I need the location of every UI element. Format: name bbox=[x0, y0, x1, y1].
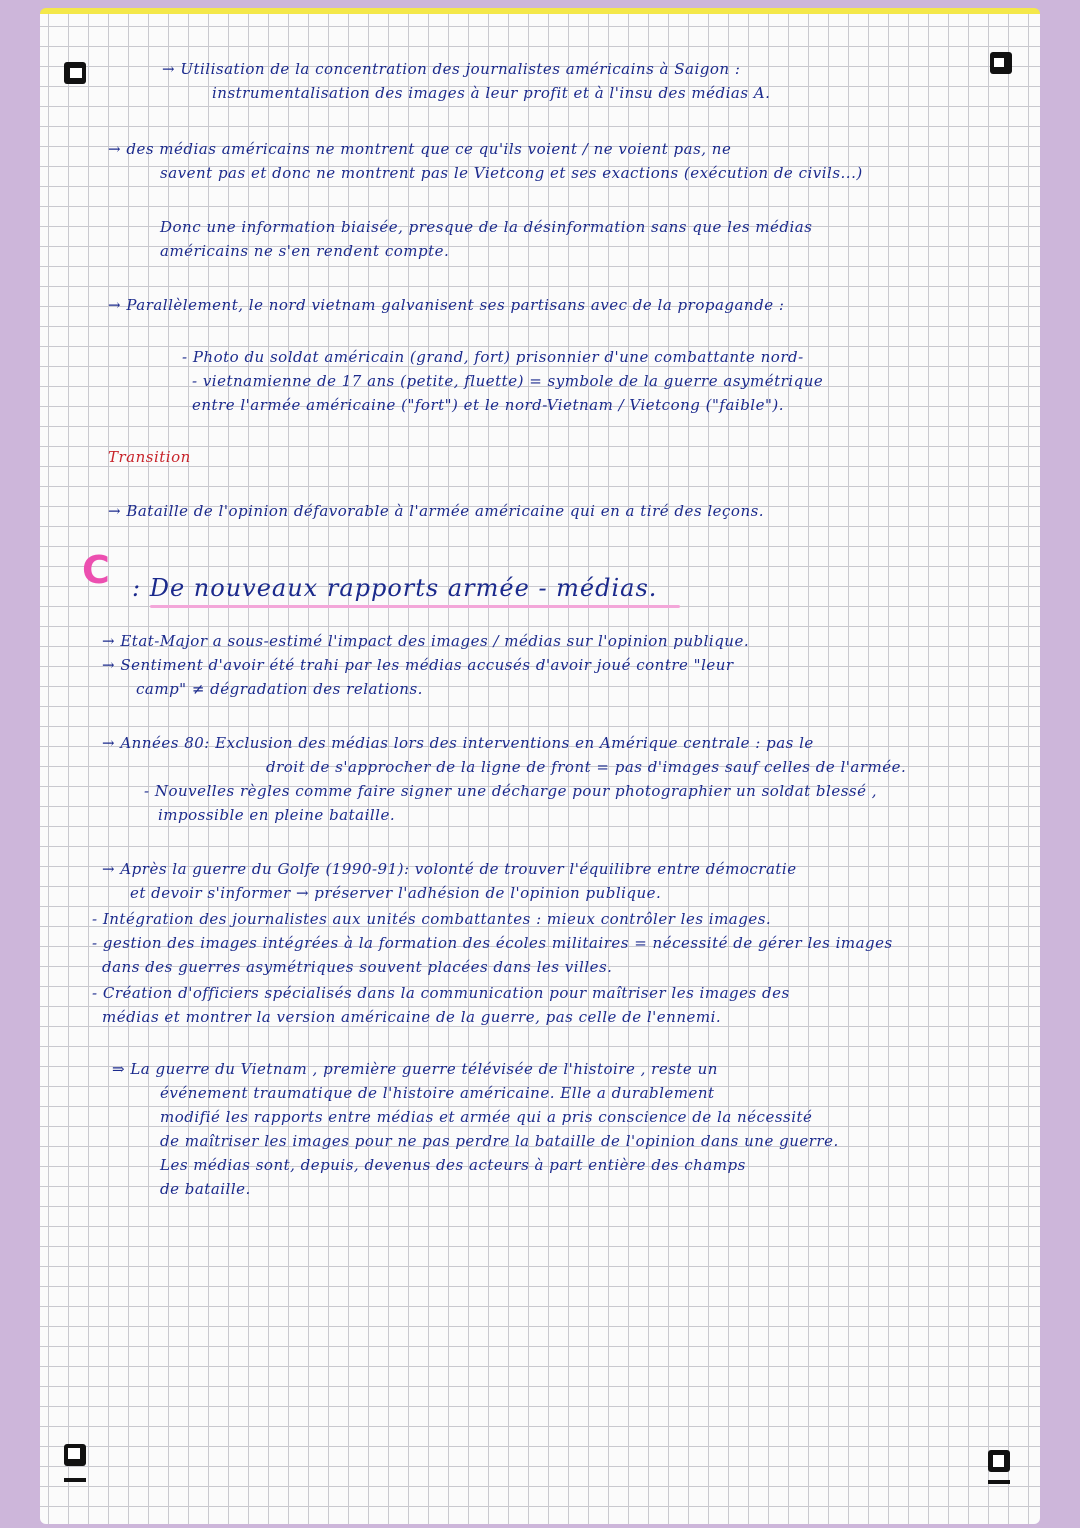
note-line: → Sentiment d'avoir été trahi par les médias accusés d'avoir joué contre "leur bbox=[102, 656, 734, 674]
note-line: → Etat-Major a sous-estimé l'impact des images / médias sur l'opinion publique. bbox=[102, 632, 750, 650]
note-line: - Nouvelles règles comme faire signer une décharge pour photographier un soldat blessé , bbox=[144, 782, 878, 800]
corner-marker-icon bbox=[988, 1450, 1010, 1472]
note-line: → Utilisation de la concentration des journalistes américains à Saigon : bbox=[162, 60, 741, 78]
corner-marker-icon bbox=[990, 52, 1012, 74]
corner-marker-icon bbox=[64, 1444, 86, 1466]
note-line: → Années 80: Exclusion des médias lors des interventions en Amérique centrale : pas le bbox=[102, 734, 814, 752]
conclusion-line: événement traumatique de l'histoire américaine. Elle a durablement bbox=[160, 1084, 715, 1102]
conclusion-line: de bataille. bbox=[160, 1180, 251, 1198]
note-line: entre l'armée américaine ("fort") et le nord-Vietnam / Vietcong ("faible"). bbox=[192, 396, 784, 414]
note-line: instrumentalisation des images à leur profit et à l'insu des médias A. bbox=[212, 84, 771, 102]
corner-dash-icon bbox=[988, 1480, 1010, 1484]
note-line: - Photo du soldat américain (grand, fort) prisonnier d'une combattante nord- bbox=[182, 348, 804, 366]
note-line: américains ne s'en rendent compte. bbox=[160, 242, 450, 260]
note-line: - gestion des images intégrées à la formation des écoles militaires = nécessité de gérer les images bbox=[92, 934, 893, 952]
section-letter: C bbox=[82, 548, 111, 592]
section-title: : De nouveaux rapports armée - médias. bbox=[132, 574, 658, 602]
conclusion-line: Les médias sont, depuis, devenus des acteurs à part entière des champs bbox=[160, 1156, 746, 1174]
note-line: → Parallèlement, le nord vietnam galvanisent ses partisans avec de la propagande : bbox=[108, 296, 785, 314]
corner-dash-icon bbox=[64, 1478, 86, 1482]
note-line: médias et montrer la version américaine de la guerre, pas celle de l'ennemi. bbox=[102, 1008, 722, 1026]
note-line: dans des guerres asymétriques souvent placées dans les villes. bbox=[102, 958, 613, 976]
note-line: - vietnamienne de 17 ans (petite, fluette) = symbole de la guerre asymétrique bbox=[192, 372, 824, 390]
conclusion-line: de maîtriser les images pour ne pas perdre la bataille de l'opinion dans une guerre. bbox=[160, 1132, 839, 1150]
note-line: - Création d'officiers spécialisés dans la communication pour maîtriser les images des bbox=[92, 984, 790, 1002]
note-line: → des médias américains ne montrent que ce qu'ils voient / ne voient pas, ne bbox=[108, 140, 732, 158]
note-line: droit de s'approcher de la ligne de front = pas d'images sauf celles de l'armée. bbox=[266, 758, 907, 776]
note-line: → Bataille de l'opinion défavorable à l'armée américaine qui en a tiré des leçons. bbox=[108, 502, 765, 520]
section-underline bbox=[150, 605, 680, 608]
note-line: impossible en pleine bataille. bbox=[158, 806, 396, 824]
note-line: camp" ≠ dégradation des relations. bbox=[136, 680, 423, 698]
note-line: et devoir s'informer → préserver l'adhésion de l'opinion publique. bbox=[130, 884, 662, 902]
note-line: Donc une information biaisée, presque de la désinformation sans que les médias bbox=[160, 218, 813, 236]
conclusion-line: modifié les rapports entre médias et armée qui a pris conscience de la nécessité bbox=[160, 1108, 813, 1126]
note-line: savent pas et donc ne montrent pas le Vietcong et ses exactions (exécution de civils...) bbox=[160, 164, 863, 182]
note-line: - Intégration des journalistes aux unités combattantes : mieux contrôler les images. bbox=[92, 910, 772, 928]
conclusion-line: ⇒ La guerre du Vietnam , première guerre télévisée de l'histoire , reste un bbox=[112, 1060, 718, 1078]
notebook-page bbox=[40, 8, 1040, 1524]
corner-marker-icon bbox=[64, 62, 86, 84]
note-line: → Après la guerre du Golfe (1990-91): volonté de trouver l'équilibre entre démocratie bbox=[102, 860, 797, 878]
transition-label: Transition bbox=[108, 448, 191, 466]
